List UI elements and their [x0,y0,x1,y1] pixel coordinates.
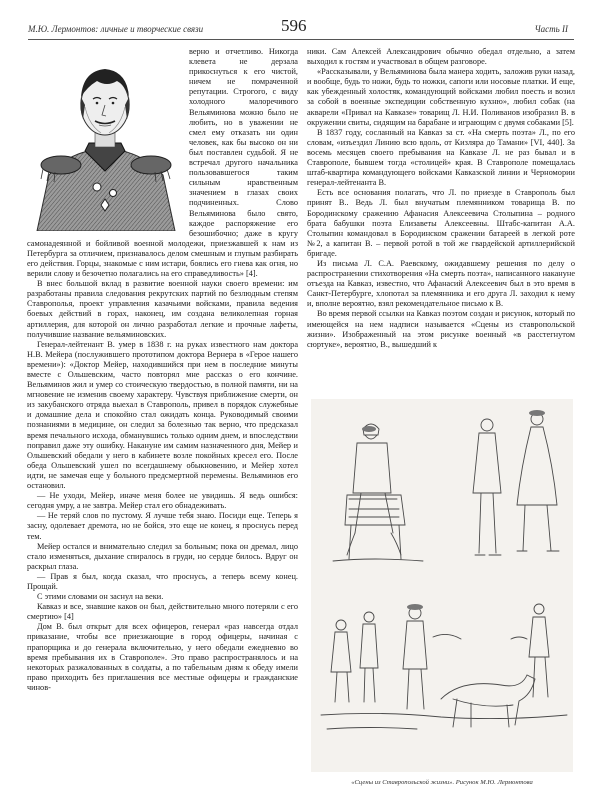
paragraph: верно и отчетливо. Никогда клевета не дерзала прикоснуться к его чистой, ничем не помраченной репутации. Строгого, с виду холодного малоречивого Вельяминова можно было не любить, но в уважении не смел ему отказать ни один человек, как бы высоко он ни был поставлен судьбой. Я не встречал другого начальника пользовавшегося таким сильным нравственным значением в глазах своих подчиненных. Слово Вельяминова было свято, каждое распоряжение его безошибочно; даже в кругу самонадеянной и бойливой военной молодежи, приезжавшей к нам из Петербурга за отличием, признавалось делом смешным и глупым разбирать его действия. Горцы, знакомые с ним истари, боялись его гнева как огня, но верили слову и безочетно полагались на его справедливость» [4]. [27,47,298,279]
paragraph: В внес большой вклад в развитие военной науки своего времени: им разработаны правила следования рекрутских партий по безлюдным степям Ставрополья, проект управления казачьими войсками, правила ведения боевых действий в горах, наконец, им создана великолепная горная артиллерия, для которой он лично разработал легкие и прочные лафеты, получившие название вельяминовских. [27,279,298,339]
portrait-image [27,47,183,231]
header-rule [28,39,574,40]
paragraph: Мейер остался и внимательно следил за больным; пока он дремал, лицо стало изменяться, дыхание спиралось в груди, но сердце билось. Вдруг он раскрыл глаза. [27,541,298,571]
paragraph: В 1837 году, сосланный на Кавказ за ст. «На смерть поэта» Л., по его словам, «изъездил Линию всю вдоль, от Кизляра до Тамани» [VI, 440]. За восемь месяцев своего пребывания на Кавказе Л. не раз бывал и в Ставрополе, бывшем тогда «столицей» края. В Ставрополе помещалась штаб-квартира командующего войсками Кавказской линии и Черномории генерал-лейтенанта В. [307,127,575,188]
paragraph: Кавказ и все, знавшие каков он был, действительно много потеряли с его смертию» [4] [27,602,298,622]
right-column [307,47,575,350]
paragraph: «Рассказывали, у Вельяминова была манера ходить, заложив руки назад, и вообще, будь то ножи, будь то ножки, сапоги или носовые платки. И еще, как убежденный холостяк, командующий войсками любил поесть и возил за собой в военные экспедиции собственную кухню», любил собак (на акварели «Привал на Кавказе» товарищ Л. Н.И. Поливанов изобразил В. в окружении свиты, сидящим на барабане и играющим с двумя собаками [5]. [307,67,575,127]
figure-caption: «Сцены из Ставропольской жизни». Рисунок М.Ю. Лермонтова [351,779,533,786]
paragraph: С этими словами он заснул на веки. [37,592,164,602]
dialogue-line: — Не уходи, Мейер, иначе меня более не увидишь. Я ведь ошибся: сегодня умру, а не завтра. Мейер стал его обнадеживать. [27,491,298,511]
page-number: 596 [281,16,307,35]
paragraph: Дом В. был открыт для всех офицеров, генерал «раз навсегда отдал приказание, чтобы все приезжающие в город офицеры, начиная с прапорщика и до генерала включительно, у него обедали ежедневно во время пребывания их в Ставрополе». Это право распространялось и на некоторых разжалованных в солдаты, а по табельным дням к обеду имели право приходить без приглашения все местные офицеры и гражданские чинов- [27,622,298,692]
paragraph: Генерал-лейтенант В. умер в 1838 г. на руках известного нам доктора Н.В. Мейера (послужившего прототипом доктора Вернера в «Герое нашего времени»): «Доктор Мейер, находившийся при нем в последние минуты вместе с Ольшевским, часто повторял мне рассказ о его кончине. Вельяминов жил и умер со стоическую твердостью, в полной памяти, ни на мгновение не изменив своему характеру. Чувствуя приближение смерти, он из закубанского отряда выехал в Ставрополь, привел в порядок служебные и домашние дела и спокойно стал ожидать конца. Руководимый своими познаниями в медицине, он следил за болезнью так верно, что предсказал время печального исхода, обманувшись только одним днем, и впоследствии поправил даже эту ошибку. Накануне им самим назначенного дня, Мейер и Ольшевский обедали у него в кабинете возле покойных кресел его. После обеда Ольшевский ушел по всегдашнему обыкновению, и Мейер хотел идти, не замечая еще у больного предсмертной перемены. Вельяминов его остановил. [27,339,298,491]
left-column [27,47,298,693]
running-title: М.Ю. Лермонтов: личные и творческие связи [28,24,204,34]
paragraph: Из письма Л. С.А. Раевскому, ожидавшему решения по делу о распространении стихотворения «На смерть поэта», написанного накануне отъезда на Кавказ, известно, что Афанасий Алексеевич был в это время в Санкт-Петербурге, хлопотал за племянника и его друга Л. заходил к нему и, вполне вероятно, взял рекомендательное письмо к В. [307,258,575,309]
page-header [0,0,600,46]
paragraph: Во время первой ссылки на Кавказ поэтом создан и рисунок, который по имеющейся на нем надписи называется «Сцены из ставропольской жизни». Изображенный на этом рисунке военный «в расстегнутом сюртуке», вероятно, В., вышедший к [307,309,575,349]
dialogue-line: — Не теряй слов по пустому. Я лучше тебя знаю. Посиди еще. Теперь я засну, одолевает дремота, но не бойся, это еще не конец, я проснусь перед тем. [27,511,298,541]
lermontov-sketch-image [311,399,573,772]
paragraph: ники. Сам Алексей Александрович обычно обедал отдельно, а затем выходил к гостям и участвовал в общем разговоре. [307,47,575,67]
paragraph: Есть все основания полагать, что Л. по приезде в Ставрополь был принят В.. Ведь Л. был внучатым племянником товарища В. по Бородинскому сражению Афанасия Алексеевича Столыпина – родного брата бабушки поэта Елизаветы Алексеевны. Штабс-капитан А.А. Столыпин командовал в Бородинском сражении батареей в легкой роте №2, а капитан В. – первой ротой в той же гвардейской артиллерийской бригаде. [307,188,575,258]
dialogue-line: — Прав я был, когда сказал, что проснусь, а теперь всему конец. Прощай. [27,571,298,591]
part-label: Часть II [534,24,568,34]
